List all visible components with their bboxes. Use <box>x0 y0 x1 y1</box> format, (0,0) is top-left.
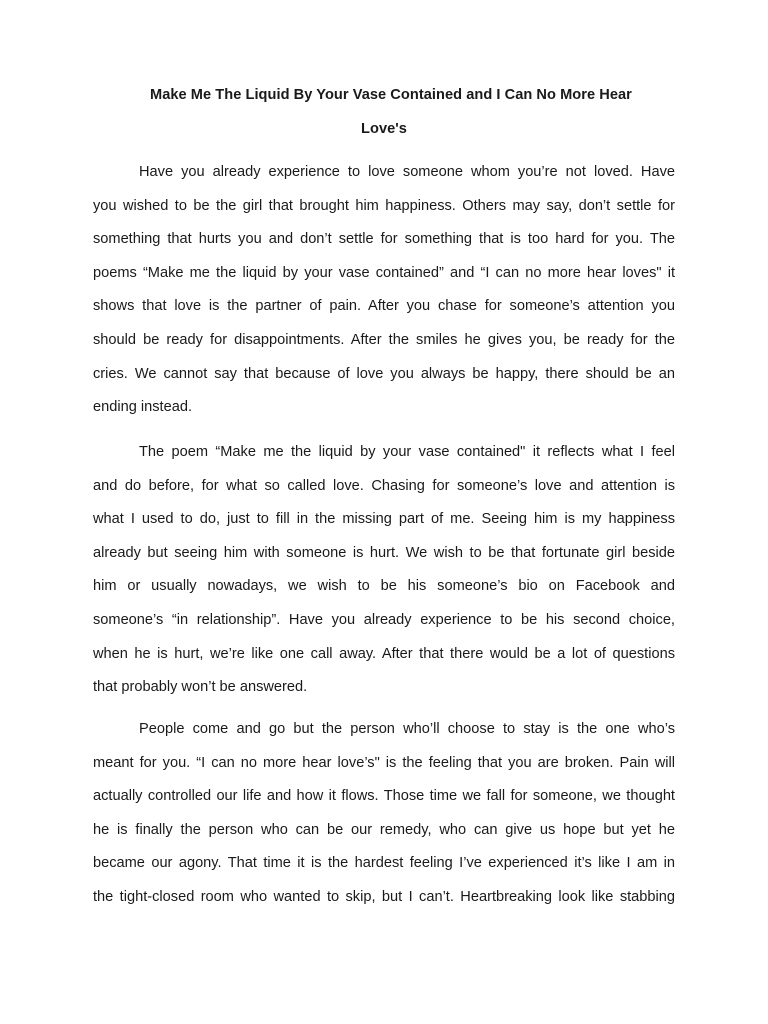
paragraph-2 <box>93 442 675 711</box>
paragraph-line: someone’s “in relationship”. Have you already experience to be his second choice, <box>93 611 675 628</box>
paragraph-line: you wished to be the girl that brought him happiness. Others may say, don’t settle for <box>93 197 675 214</box>
document-title-line-1: Make Me The Liquid By Your Vase Contained and I Can No More Hear <box>150 87 632 103</box>
paragraph-line: cries. We cannot say that because of love you always be happy, there should be an <box>93 365 675 382</box>
paragraph-line: him or usually nowadays, we wish to be his someone’s bio on Facebook and <box>93 578 675 595</box>
paragraph-line: poems “Make me the liquid by your vase contained” and “I can no more hear loves" it <box>93 264 675 281</box>
paragraph-line: that probably won’t be answered. <box>93 679 308 696</box>
paragraph-line: something that hurts you and don’t settle for something that is too hard for you. The <box>93 231 675 248</box>
paragraph-3 <box>93 719 675 921</box>
paragraph-line: he is finally the person who can be our remedy, who can give us hope but yet he <box>93 821 675 838</box>
paragraph-line: the tight-closed room who wanted to skip, but I can’t. Heartbreaking look like stabbing <box>93 888 675 905</box>
paragraph-line: ending instead. <box>93 399 192 416</box>
paragraph-line: People come and go but the person who’ll choose to stay is the one who’s <box>139 721 675 737</box>
paragraph-line: already but seeing him with someone is hurt. We wish to be that fortunate girl beside <box>93 544 675 561</box>
document-title-line-2: Love's <box>361 121 407 137</box>
paragraph-1 <box>93 162 675 431</box>
paragraph-line: became our agony. That time it is the hardest feeling I’ve experienced it’s like I am in <box>93 855 675 872</box>
paragraph-line: what I used to do, just to fill in the missing part of me. Seeing him is my happiness <box>93 511 675 528</box>
paragraph-line: should be ready for disappointments. After the smiles he gives you, be ready for the <box>93 331 675 348</box>
paragraph-line: shows that love is the partner of pain. After you chase for someone’s attention you <box>93 298 675 315</box>
paragraph-line: Have you already experience to love someone whom you’re not loved. Have <box>139 164 675 180</box>
paragraph-line: when he is hurt, we’re like one call away. After that there would be a lot of questions <box>93 645 675 662</box>
paragraph-line: actually controlled our life and how it flows. Those time we fall for someone, we thought <box>93 788 675 805</box>
paragraph-line: The poem “Make me the liquid by your vase contained" it reflects what I feel <box>139 444 675 460</box>
paragraph-line: and do before, for what so called love. Chasing for someone’s love and attention is <box>93 477 675 494</box>
paragraph-line: meant for you. “I can no more hear love’s" is the feeling that you are broken. Pain will <box>93 754 675 771</box>
